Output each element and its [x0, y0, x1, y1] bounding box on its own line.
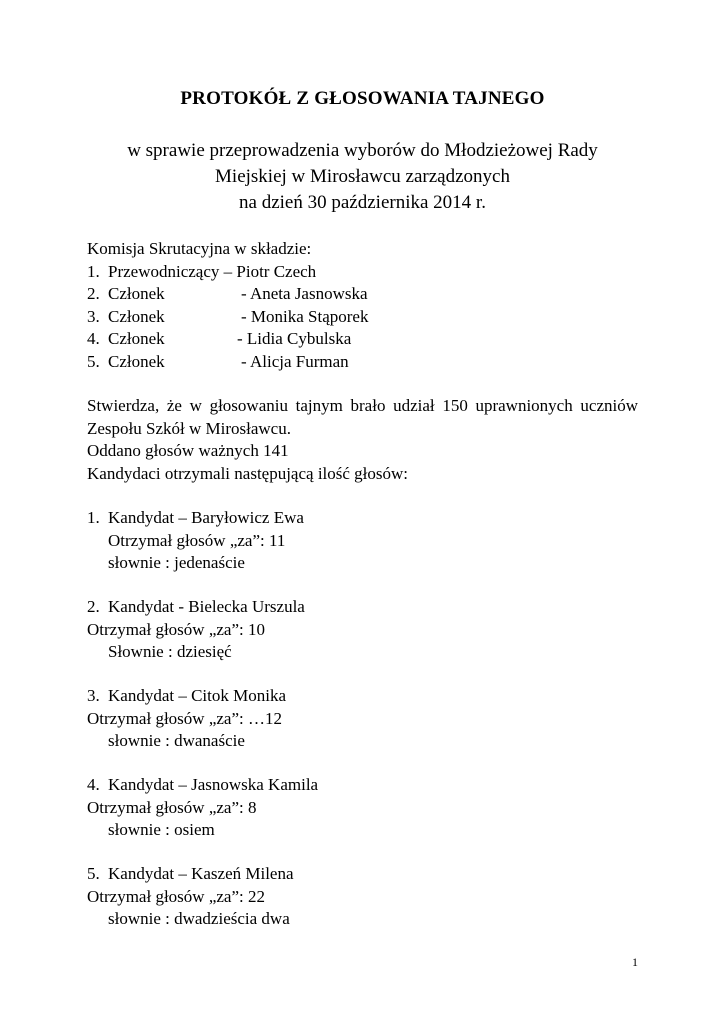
member-name: - Lidia Cybulska [237, 329, 352, 348]
member-number: 5. [87, 351, 100, 371]
document-title: PROTOKÓŁ Z GŁOSOWANIA TAJNEGO [180, 88, 545, 109]
candidate-number: 3. [87, 686, 100, 705]
candidate-entry [87, 596, 638, 664]
candidate-entry [87, 863, 638, 931]
candidate-name: Kandydat – Kaszeń Milena [108, 864, 294, 883]
subtitle-line: w sprawie przeprowadzenia wyborów do Młodzieżowej Rady [127, 140, 598, 161]
candidate-votes: Otrzymał głosów „za”: …12 [87, 708, 282, 728]
commission-heading: Komisja Skrutacyjna w składzie: [87, 239, 312, 258]
candidate-votes-words: słownie : jedenaście [108, 553, 245, 572]
document-subtitle [60, 138, 665, 216]
statement-section [87, 395, 638, 485]
candidate-entry [87, 507, 638, 575]
member-number: 1. [87, 261, 100, 281]
member-number: 2. [87, 284, 100, 303]
member-role: Członek [108, 306, 165, 326]
candidate-heading [87, 507, 638, 530]
candidate-votes-words: słownie : osiem [108, 820, 215, 839]
candidate-entry [87, 774, 638, 842]
candidate-votes-words: słownie : dwanaście [108, 731, 245, 750]
statement-text: Stwierdza, że w głosowaniu tajnym brało udział 150 uprawnionych uczniów Zespołu Szkół w Mirosławcu. [87, 396, 638, 438]
member-role: Członek [108, 351, 165, 371]
subtitle-line: Miejskiej w Mirosławcu zarządzonych [215, 166, 510, 187]
candidate-name: Kandydat – Jasnowska Kamila [108, 775, 319, 794]
member-name: - Aneta Jasnowska [241, 284, 368, 303]
candidate-heading [87, 774, 638, 797]
member-role: Członek [108, 284, 165, 303]
commission-section [87, 238, 638, 373]
candidate-heading [87, 596, 638, 619]
commission-member [87, 261, 638, 284]
candidate-votes-words: Słownie : dziesięć [108, 642, 232, 661]
candidate-votes: Otrzymał głosów „za”: 8 [87, 797, 257, 817]
candidate-number: 1. [87, 508, 100, 527]
candidate-name: Kandydat – Citok Monika [108, 686, 287, 705]
candidate-votes: Otrzymał głosów „za”: 22 [87, 886, 265, 906]
commission-member [87, 306, 638, 329]
member-role: Członek [108, 329, 165, 348]
candidate-number: 4. [87, 775, 100, 794]
page-number: 1 [632, 955, 638, 969]
commission-member [87, 283, 638, 306]
valid-votes: Oddano głosów ważnych 141 [87, 441, 289, 460]
commission-member [87, 328, 638, 351]
member-name: - Monika Stąporek [241, 306, 369, 326]
subtitle-line: na dzień 30 października 2014 r. [239, 192, 486, 213]
candidate-votes-words: słownie : dwadzieścia dwa [108, 909, 290, 928]
candidates-intro: Kandydaci otrzymali następującą ilość głosów: [87, 463, 409, 483]
candidate-entry [87, 685, 638, 753]
member-number: 3. [87, 306, 100, 326]
member-role: Przewodniczący – Piotr Czech [108, 261, 317, 281]
candidate-heading [87, 863, 638, 886]
commission-member [87, 351, 638, 374]
candidate-number: 2. [87, 597, 100, 616]
candidate-name: Kandydat – Baryłowicz Ewa [108, 508, 304, 527]
candidate-votes: Otrzymał głosów „za”: 11 [108, 530, 286, 550]
candidate-name: Kandydat - Bielecka Urszula [108, 597, 305, 616]
member-number: 4. [87, 329, 100, 348]
member-name: - Alicja Furman [241, 351, 349, 371]
candidate-heading [87, 685, 638, 708]
candidate-number: 5. [87, 864, 100, 883]
candidate-votes: Otrzymał głosów „za”: 10 [87, 619, 265, 639]
